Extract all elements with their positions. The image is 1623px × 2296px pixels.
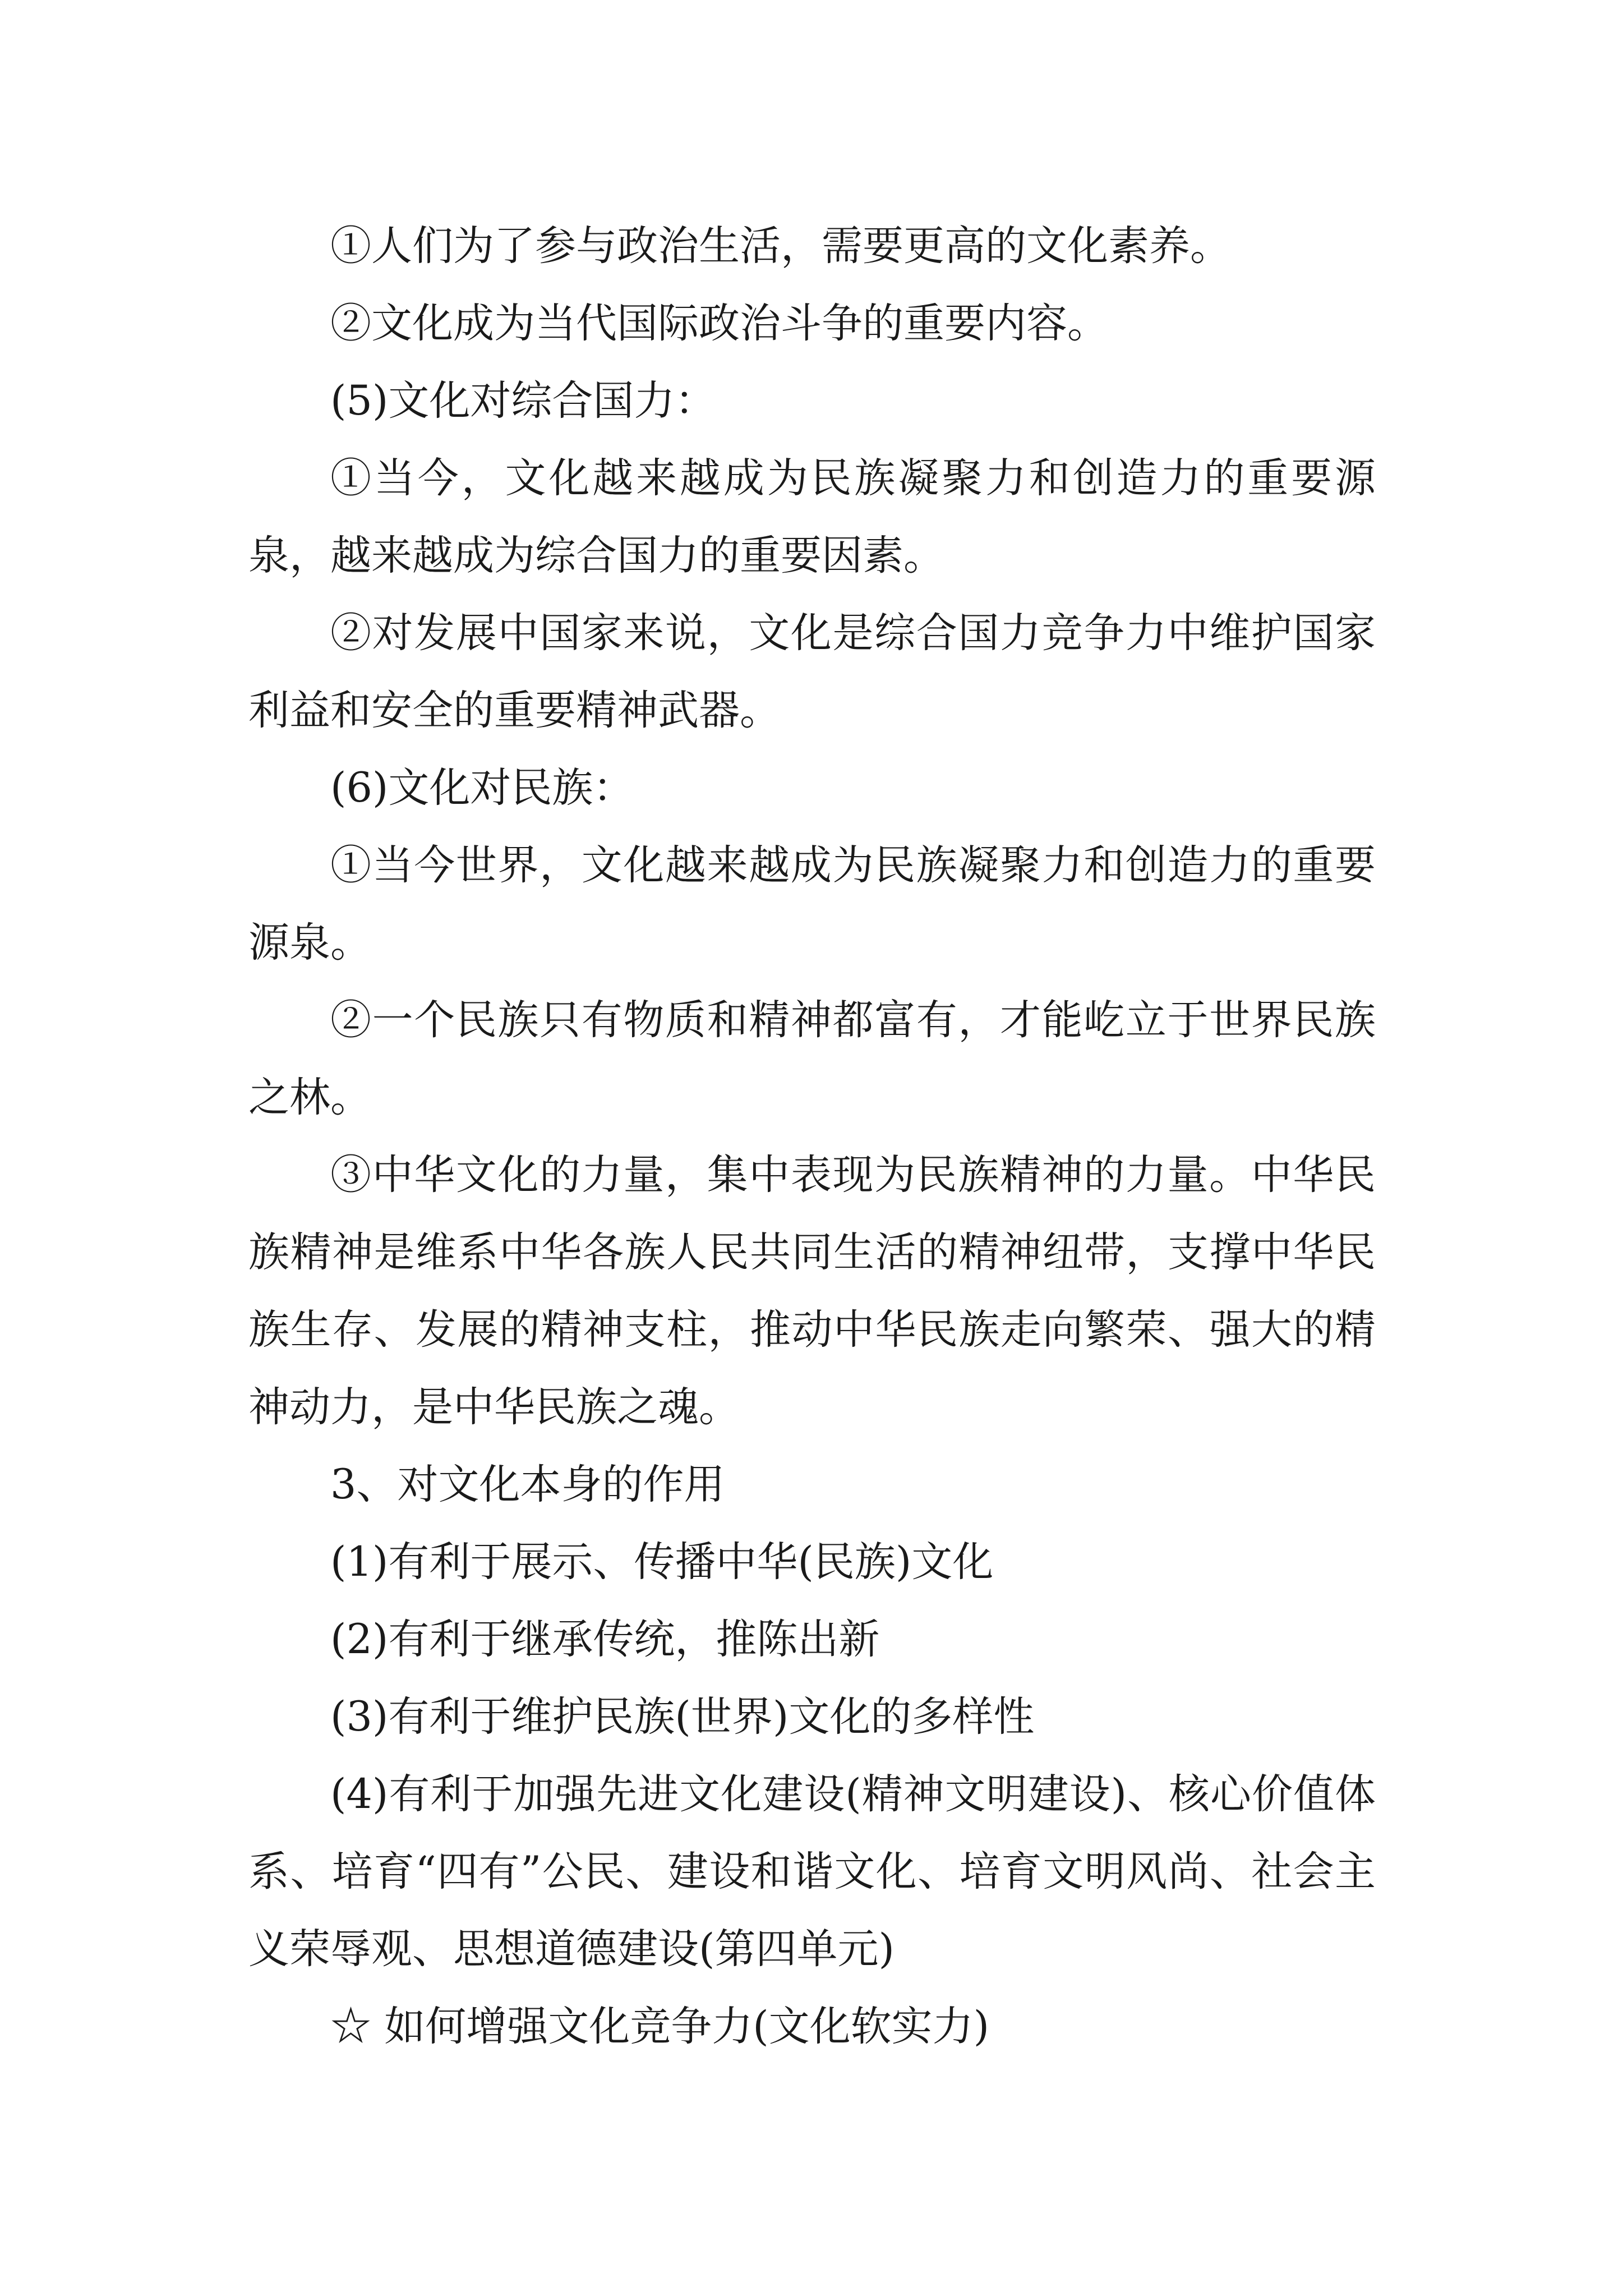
paragraph-developing-countries: ②对发展中国家来说，文化是综合国力竞争力中维护国家利益和安全的重要精神武器。 [248, 609, 1376, 734]
list-item-inherit-tradition: (2)有利于继承传统，推陈出新 [330, 1616, 880, 1663]
paragraph-national-power-source: ①当今，文化越来越成为民族凝聚力和创造力的重要源泉，越来越成为综合国力的重要因素。 [248, 454, 1376, 579]
section-heading-national-power: (5)文化对综合国力： [330, 377, 716, 425]
list-item-advanced-culture: (4)有利于加强先进文化建设(精神文明建设)、核心价值体系、培育“四有”公民、建设和谐文化、培育文明风尚、社会主义荣辱观、思想道德建设(第四单元) [248, 1770, 1376, 1973]
paragraph-soft-power-question: ☆ 如何增强文化竞争力(文化软实力) [330, 2003, 990, 2050]
section-heading-nation: (6)文化对民族： [330, 764, 634, 812]
paragraph-national-spirit: ③中华文化的力量，集中表现为民族精神的力量。中华民族精神是维系中华各族人民共同生活的精神纽带，支撑中华民族生存、发展的精神支柱，推动中华民族走向繁荣、强大的精神动力，是中华民族之魂。 [248, 1151, 1376, 1431]
paragraph-political-literacy: ①人们为了参与政治生活，需要更高的文化素养。 [330, 222, 1231, 270]
paragraph-international-politics: ②文化成为当代国际政治斗争的重要内容。 [330, 300, 1108, 347]
list-item-cultural-diversity: (3)有利于维护民族(世界)文化的多样性 [330, 1693, 1035, 1741]
section-heading-culture-itself: 3、对文化本身的作用 [330, 1461, 725, 1508]
paragraph-material-spiritual: ②一个民族只有物质和精神都富有，才能屹立于世界民族之林。 [248, 996, 1376, 1121]
list-item-spread-culture: (1)有利于展示、传播中华(民族)文化 [330, 1538, 994, 1586]
document-body [248, 208, 1376, 2065]
paragraph-nation-cohesion: ①当今世界，文化越来越成为民族凝聚力和创造力的重要源泉。 [248, 841, 1376, 967]
